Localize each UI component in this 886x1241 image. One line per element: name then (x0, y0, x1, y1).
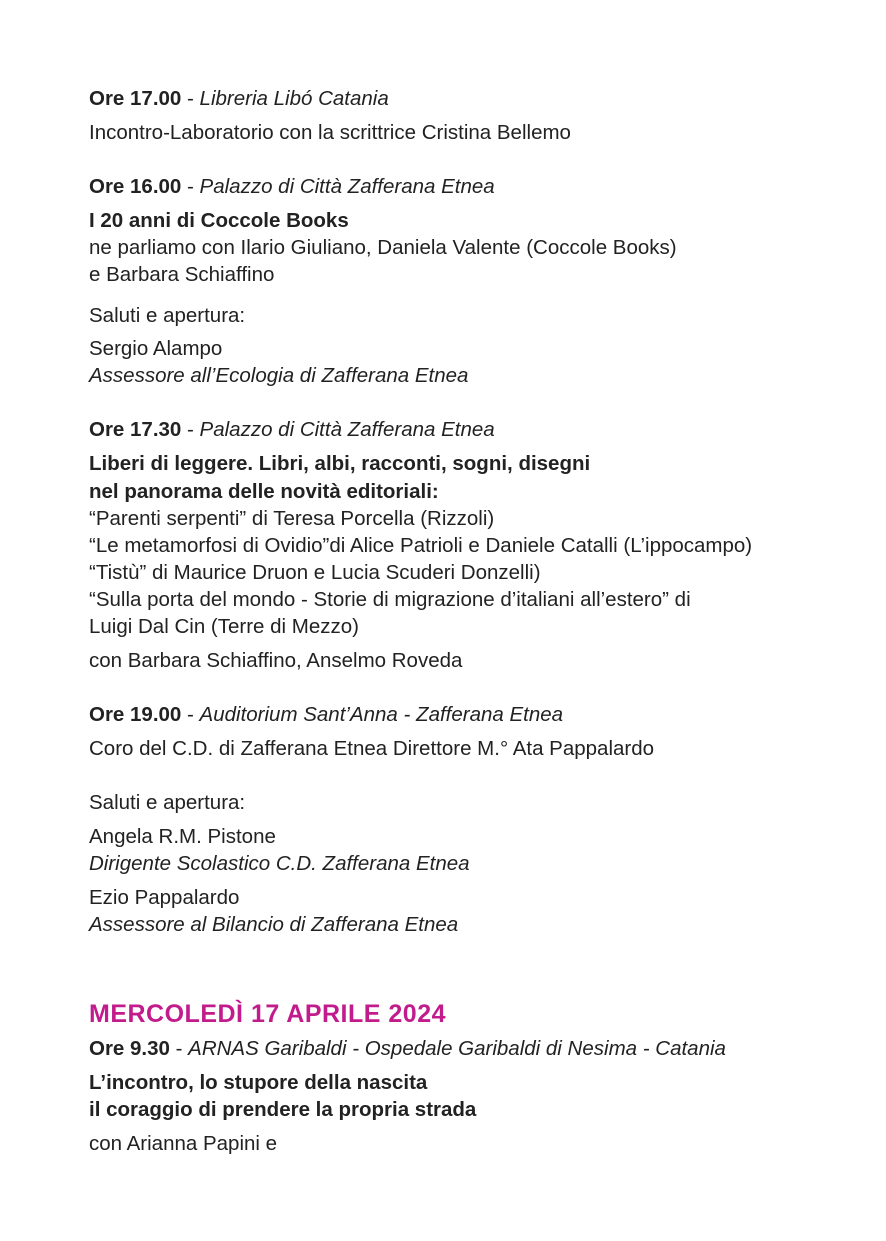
event-5-title-line: il coraggio di prendere la propria strada (89, 1098, 477, 1121)
event-5-time: Ore 9.30 (89, 1037, 170, 1060)
event-2-separator: - (181, 175, 200, 198)
event-2-place: Palazzo di Città Zafferana Etnea (199, 175, 495, 198)
event-4-speaker-name: Ezio Pappalardo (89, 886, 240, 909)
event-4-speaker-name: Angela R.M. Pistone (89, 825, 276, 848)
event-4-description: Coro del C.D. di Zafferana Etnea Direttore M.° Ata Pappalardo (89, 737, 655, 760)
event-3-book-line: “Sulla porta del mondo - Storie di migrazione d’italiani all’estero” di (89, 588, 691, 611)
event-1-separator: - (181, 87, 200, 110)
event-2-speaker-name: Sergio Alampo (89, 337, 223, 360)
day-header: MERCOLEDÌ 17 APRILE 2024 (89, 1000, 447, 1028)
event-5-title-line: L’incontro, lo stupore della nascita (89, 1071, 428, 1094)
event-4-greeting-label: Saluti e apertura: (89, 791, 246, 814)
event-3-book-line: “Le metamorfosi di Ovidio”di Alice Patrioli e Daniele Catalli (L’ippocampo) (89, 534, 753, 557)
event-3-place: Palazzo di Città Zafferana Etnea (199, 418, 495, 441)
event-2-speaker-role: Assessore all’Ecologia di Zafferana Etnea (89, 364, 469, 387)
event-2-title: I 20 anni di Coccole Books (89, 209, 349, 232)
event-4-speaker-role: Dirigente Scolastico C.D. Zafferana Etnea (89, 852, 470, 875)
event-3-book-line: “Tistù” di Maurice Druon e Lucia Scuderi Donzelli) (89, 561, 541, 584)
event-5-header (89, 1036, 726, 1062)
event-5-separator: - (169, 1037, 189, 1060)
event-4-separator: - (181, 703, 200, 726)
event-1-description: Incontro-Laboratorio con la scrittrice Cristina Bellemo (89, 121, 571, 144)
event-4-place: Auditorium Sant’Anna - Zafferana Etnea (199, 703, 564, 726)
event-2-detail-line: e Barbara Schiaffino (89, 263, 275, 286)
event-4-time: Ore 19.00 (89, 703, 182, 726)
event-3-book-line: Luigi Dal Cin (Terre di Mezzo) (89, 615, 360, 638)
event-4-speaker-role: Assessore al Bilancio di Zafferana Etnea (89, 913, 459, 936)
event-1-place: Libreria Libó Catania (199, 87, 389, 110)
event-2-detail-line: ne parliamo con Ilario Giuliano, Daniela Valente (Coccole Books) (89, 236, 677, 259)
event-3-with-line: con Barbara Schiaffino, Anselmo Roveda (89, 649, 463, 672)
event-3-title-line: Liberi di leggere. Libri, albi, racconti, sogni, disegni (89, 452, 591, 475)
event-2-header (89, 174, 495, 200)
event-5-place: ARNAS Garibaldi - Ospedale Garibaldi di Nesima - Catania (188, 1037, 726, 1060)
event-5-with-line: con Arianna Papini e (89, 1132, 278, 1155)
event-4-header (89, 702, 563, 728)
event-3-separator: - (181, 418, 200, 441)
event-1-header (89, 86, 389, 112)
event-2-time: Ore 16.00 (89, 175, 182, 198)
event-2-greeting-label: Saluti e apertura: (89, 304, 246, 327)
event-3-title-line: nel panorama delle novità editoriali: (89, 480, 439, 503)
event-3-header (89, 417, 495, 443)
event-3-book-line: “Parenti serpenti” di Teresa Porcella (Rizzoli) (89, 507, 495, 530)
event-1-time: Ore 17.00 (89, 87, 182, 110)
event-3-time: Ore 17.30 (89, 418, 182, 441)
